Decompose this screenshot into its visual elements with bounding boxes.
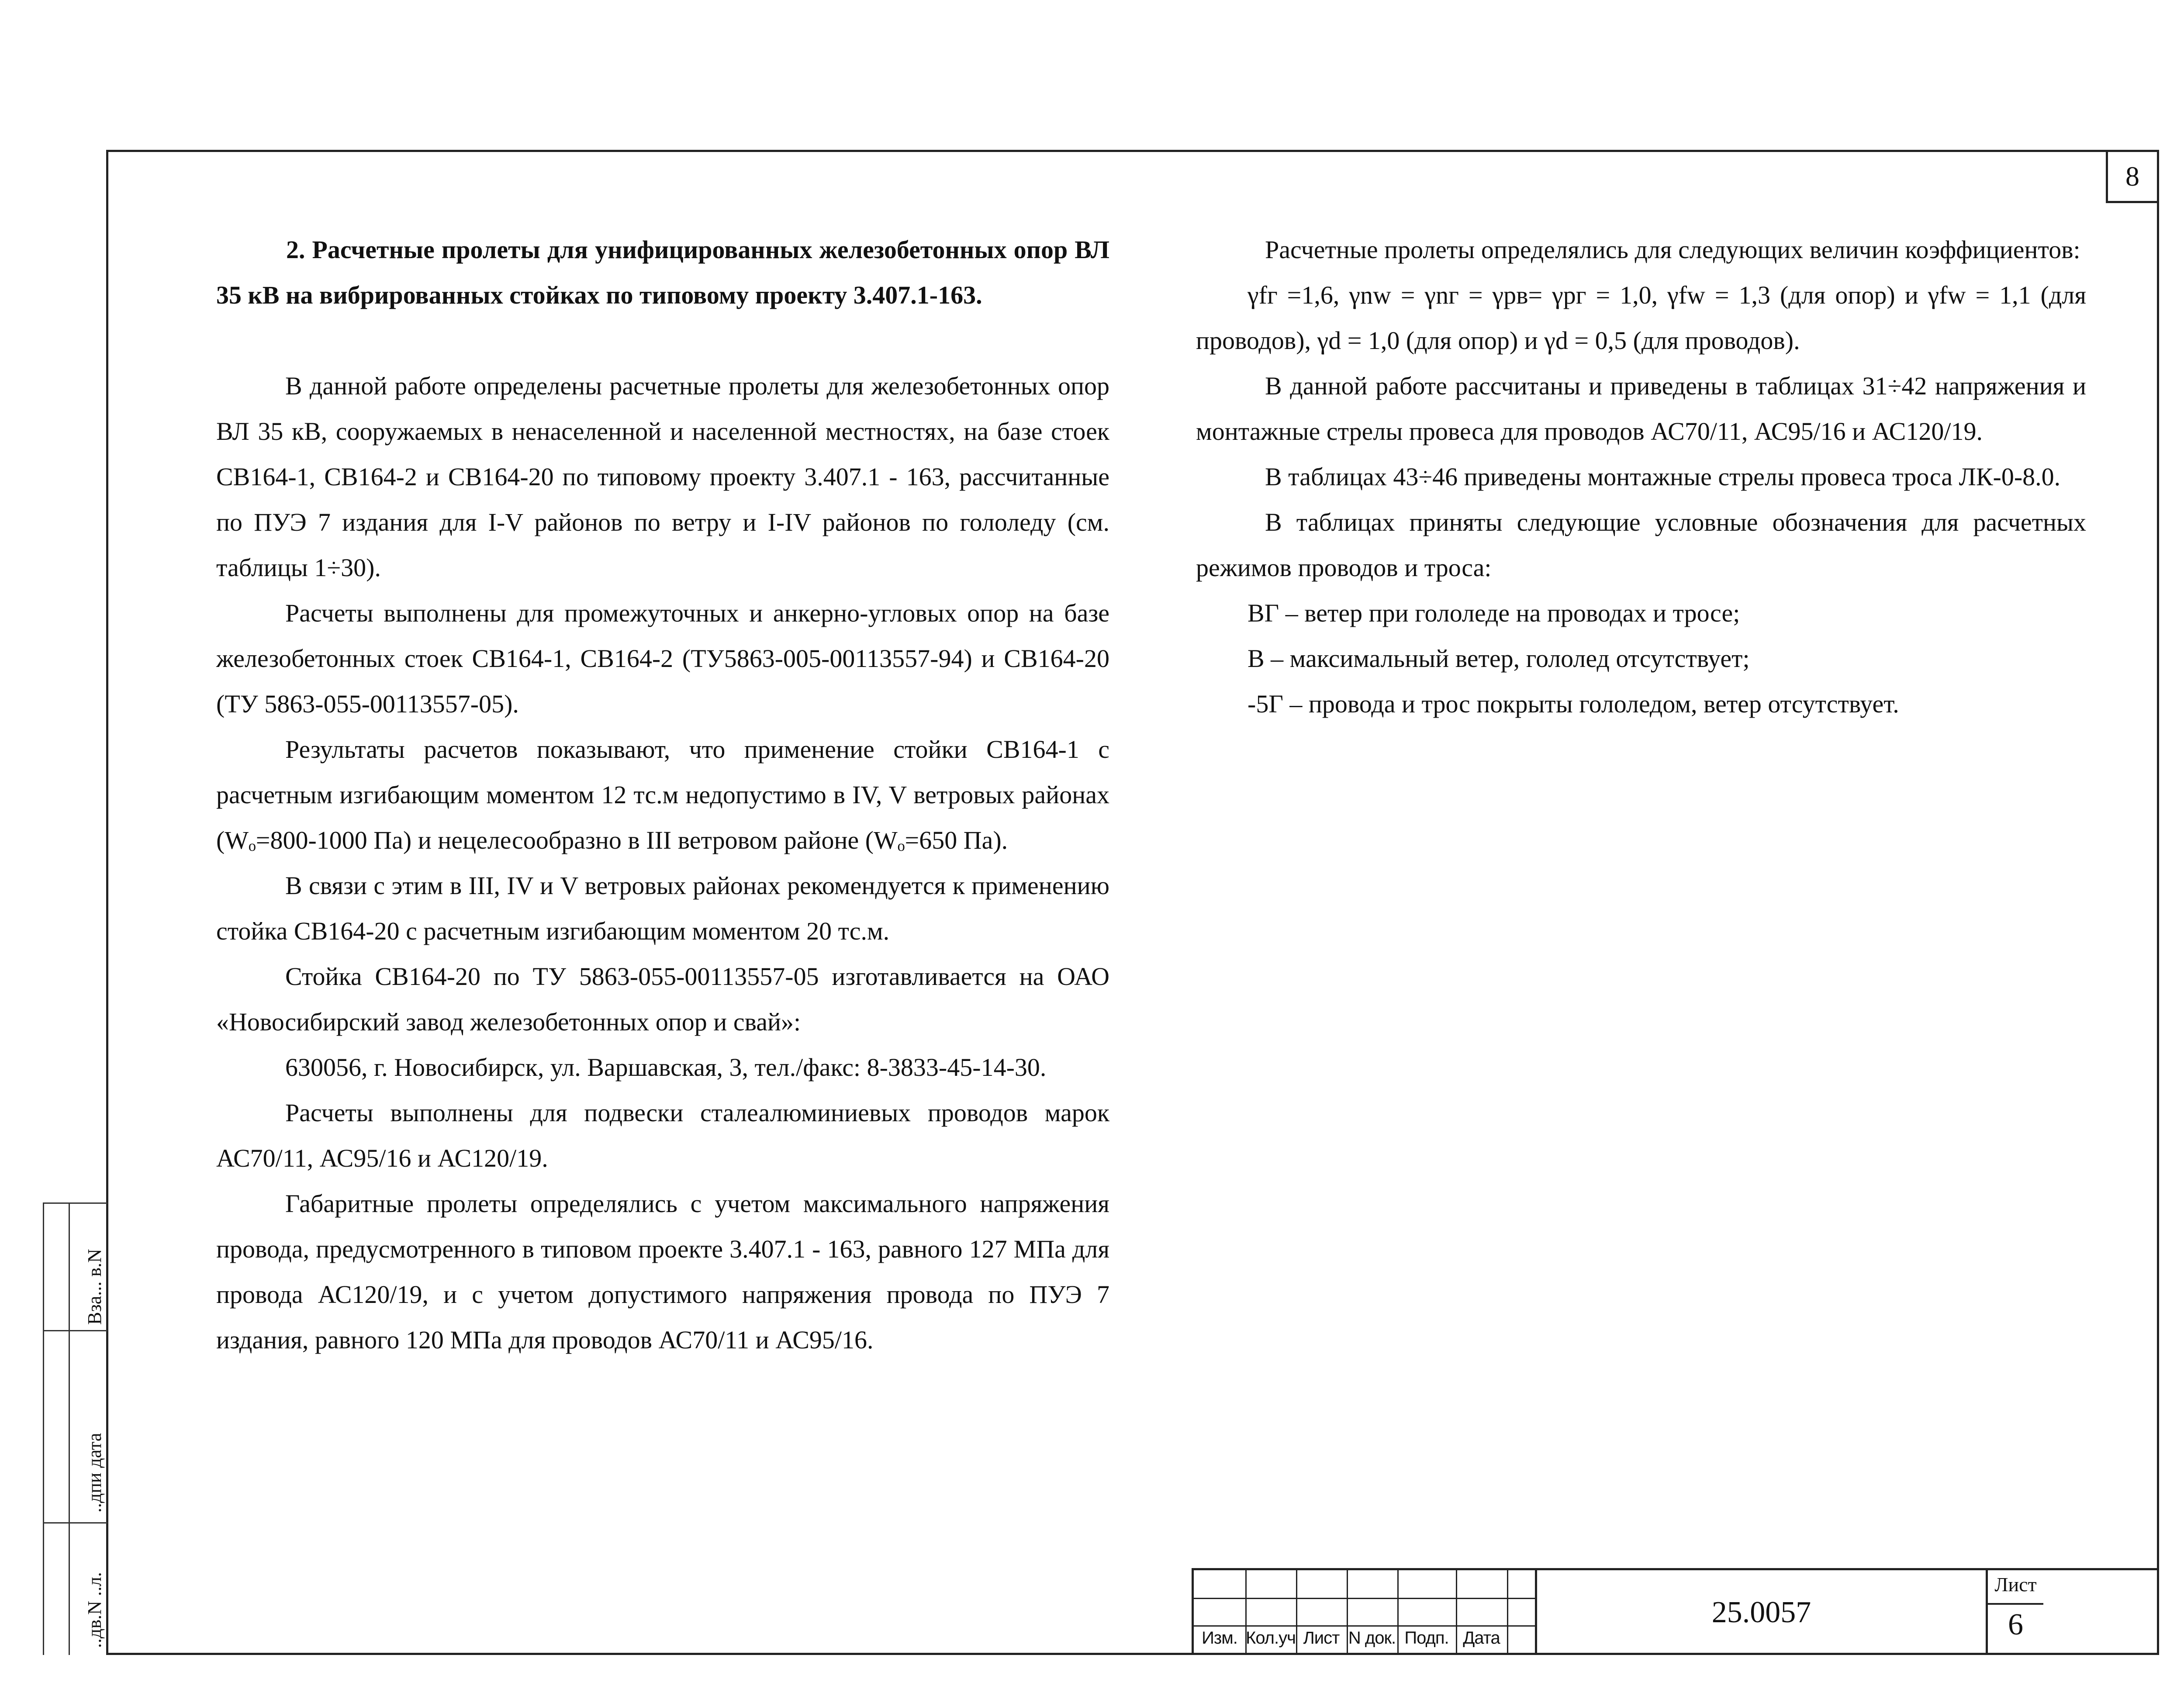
stamp-label-signature-date: ..дпи дата	[84, 1433, 105, 1513]
list-item: В – максимальный ветер, гололед отсутствует;	[1248, 644, 1750, 673]
list-item: -5Г – провода и трос покрыты гололедом, ветер отсутствует.	[1248, 690, 1899, 718]
paragraph: В таблицах приняты следующие условные обозначения для расчетных режимов проводов и троса:	[1196, 508, 2086, 582]
left-column	[216, 227, 1109, 1363]
title-block	[1192, 1568, 2159, 1655]
paragraph: Расчетные пролеты определялись для следующих величин коэффициентов:	[1265, 235, 2080, 264]
list-item: ВГ – ветер при гололеде на проводах и тросе;	[1248, 599, 1740, 627]
document-number: 25.0057	[1535, 1570, 1986, 1655]
margin-stamp	[43, 1202, 107, 1655]
paragraph: Расчеты выполнены для промежуточных и анкерно-угловых опор на базе железобетонных стоек СВ164-1, СВ164-2 (ТУ5863-005-00113557-94) и СВ164-20 (ТУ 5863-055-00113557-05).	[216, 599, 1109, 718]
paragraph: В связи с этим в III, IV и V ветровых районах рекомендуется к применению стойка СВ164-20 с расчетным изгибающим моментом 20 тс.м.	[216, 871, 1109, 945]
quantity-label: Кол.уч	[1246, 1628, 1296, 1648]
doc-no-label: N док.	[1348, 1628, 1396, 1648]
revision-label: Изм.	[1202, 1628, 1237, 1648]
signature-label: Подп.	[1404, 1628, 1449, 1648]
paragraph: Результаты расчетов показывают, что применение стойки СВ164-1 с расчетным изгибающим моментом 12 тс.м недопустимо в IV, V ветровых районах (Wₒ=800-1000 Па) и нецелесообразно в III ветровом районе (Wₒ=650 Па).	[216, 735, 1109, 854]
sheet-number: 6	[2008, 1608, 2023, 1641]
date-label: Дата	[1463, 1628, 1500, 1648]
sheet-col-label: Лист	[1303, 1628, 1340, 1648]
sheet-box	[1986, 1570, 2043, 1655]
revision-grid	[1194, 1570, 1535, 1657]
address-line: 630056, г. Новосибирск, ул. Варшавская, 3, тел./факс: 8-3833-45-14-30.	[285, 1053, 1047, 1081]
sheet-label: Лист	[1994, 1573, 2037, 1596]
paragraph: Расчеты выполнены для подвески сталеалюминиевых проводов марок АС70/11, АС95/16 и АС120/19.	[216, 1099, 1109, 1172]
paragraph: В данной работе определены расчетные пролеты для железобетонных опор ВЛ 35 кВ, сооружаемых в ненаселенной и населенной местностях, на базе стоек СВ164-1, СВ164-2 и СВ164-20 по типовому проекту 3.407.1 - 163, рассчитанные по ПУЭ 7 издания для I-V районов по ветру и I-IV районов по гололеду (см. таблицы 1÷30).	[216, 372, 1109, 582]
stamp-label-replacement: Вза... в.N	[84, 1249, 105, 1325]
paragraph: Стойка СВ164-20 по ТУ 5863-055-00113557-05 изготавливается на ОАО «Новосибирский завод железобетонных опор и свай»:	[216, 962, 1109, 1036]
right-column	[1196, 227, 2086, 727]
section-heading: 2. Расчетные пролеты для унифицированных железобетонных опор ВЛ 35 кВ на вибрированных стойках по типовому проекту 3.407.1-163.	[216, 235, 1109, 309]
paragraph: В таблицах 43÷46 приведены монтажные стрелы провеса троса ЛК-0-8.0.	[1265, 463, 2061, 491]
stamp-label-original: ..дв.N ..л.	[84, 1572, 105, 1648]
coefficient-formula: γfг =1,6, γnw = γnг = γpв= γpг = 1,0, γfw = 1,3 (для опор) и γfw = 1,1 (для проводов), γd = 1,0 (для опор) и γd = 0,5 (для проводов).	[1196, 281, 2086, 355]
paragraph: Габаритные пролеты определялись с учетом максимального напряжения провода, предусмотренного в типовом проекте 3.407.1 - 163, равного 127 МПа для провода АС120/19, и с учетом допустимого напряжения провода по ПУЭ 7 издания, равного 120 МПа для проводов АС70/11 и АС95/16.	[216, 1189, 1109, 1354]
paragraph: В данной работе рассчитаны и приведены в таблицах 31÷42 напряжения и монтажные стрелы провеса для проводов АС70/11, АС95/16 и АС120/19.	[1196, 372, 2086, 446]
page-number: 8	[2106, 150, 2159, 203]
